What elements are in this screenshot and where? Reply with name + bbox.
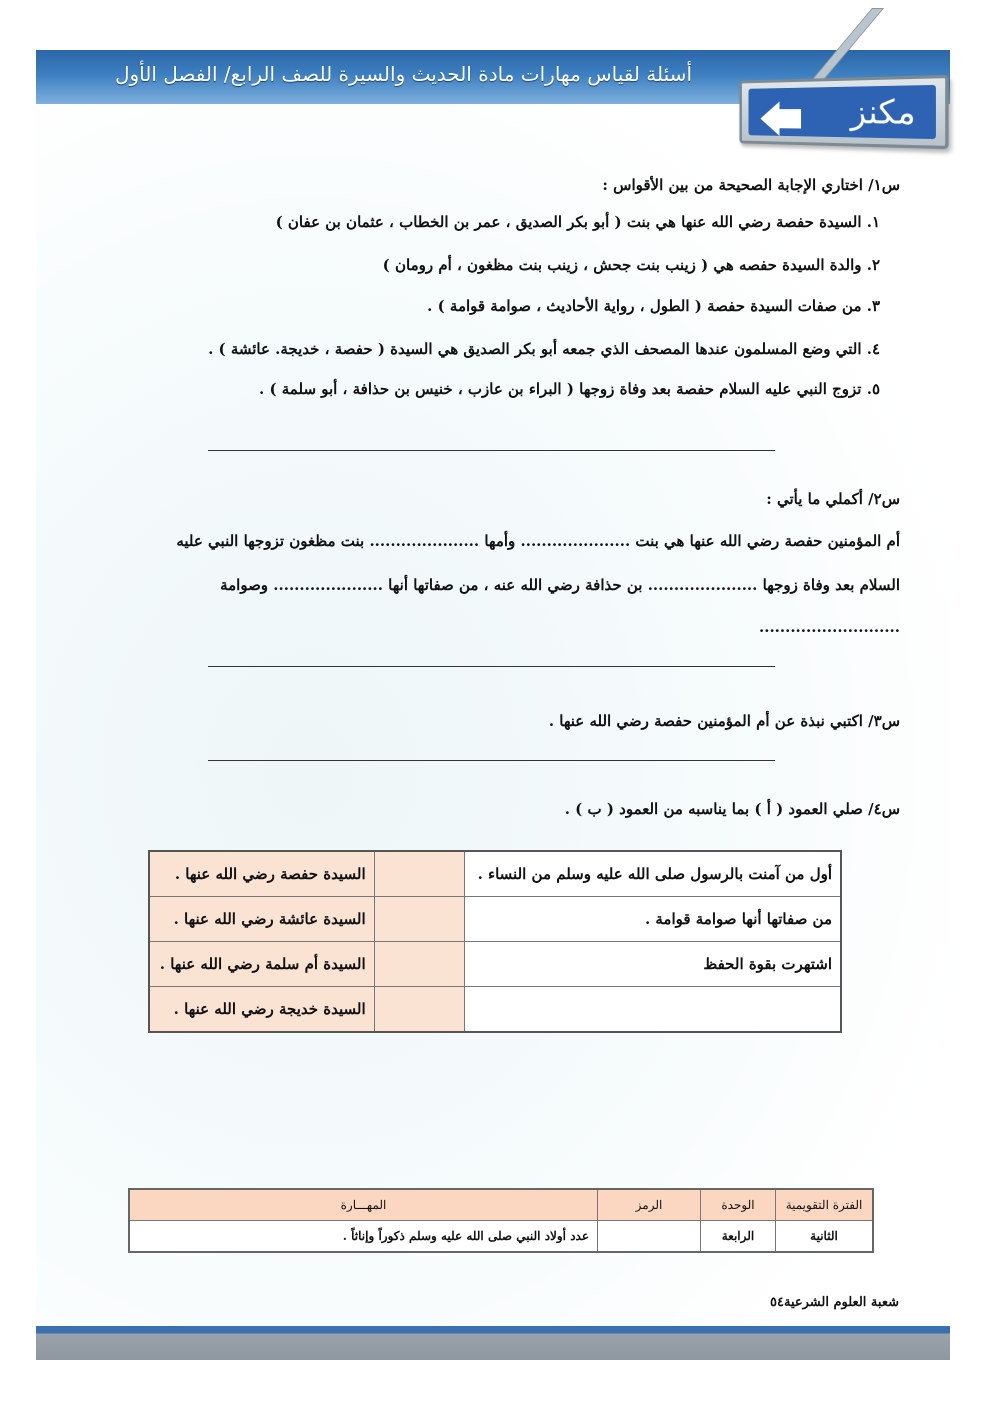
q4-title: س٤/ صلي العمود ( أ ) بما يناسبه من العمود ( ب ) . <box>564 800 900 818</box>
answer-cell[interactable] <box>374 897 464 942</box>
column-a-cell <box>464 987 841 1033</box>
q2-line-3: ........................... <box>759 618 900 636</box>
answer-line-q3 <box>208 760 775 761</box>
column-a-cell: أول من آمنت بالرسول صلى الله عليه وسلم من النساء . <box>464 851 841 897</box>
skill-table <box>128 1188 874 1253</box>
header-code: الرمز <box>598 1189 701 1221</box>
footer-text: شعبة العلوم الشرعية٥٤ <box>770 1295 899 1310</box>
header-skill: المهـــارة <box>129 1189 598 1221</box>
logo-text: مكنز <box>850 91 916 133</box>
q1-item-3: ٣. من صفات السيدة حفصة ( الطول ، رواية الأحاديث ، صوامة قوامة ) . <box>427 297 880 315</box>
table-row <box>149 987 841 1033</box>
page-background <box>36 50 950 1360</box>
cell-code <box>598 1221 701 1253</box>
cell-period: الثانية <box>776 1221 874 1253</box>
table-row <box>149 897 841 942</box>
logo-sign <box>728 8 950 148</box>
table-row <box>149 851 841 897</box>
column-b-cell: السيدة عائشة رضي الله عنها . <box>149 897 374 942</box>
matching-table <box>148 850 842 1033</box>
column-b-cell: السيدة أم سلمة رضي الله عنها . <box>149 942 374 987</box>
sign-inner <box>749 85 936 139</box>
header-period: الفترة التقويمية <box>776 1189 874 1221</box>
separator-line-2 <box>208 666 775 667</box>
footer-bar <box>36 1326 950 1360</box>
answer-cell[interactable] <box>374 987 464 1033</box>
q2-line-2: السلام بعد وفاة زوجها ..................... بن حذافة رضي الله عنه ، من صفاتها أنها ..................... وصوامة <box>220 576 900 594</box>
cell-unit: الرابعة <box>701 1221 776 1253</box>
q2-line-1: أم المؤمنين حفصة رضي الله عنها هي بنت ..................... وأمها ..................... بنت مظغون تزوجها النبي عليه <box>176 532 900 550</box>
cell-skill: عدد أولاد النبي صلى الله عليه وسلم ذكوراً وإناثاً . <box>129 1221 598 1253</box>
q3-title: س٣/ اكتبي نبذة عن أم المؤمنين حفصة رضي الله عنها . <box>548 712 900 730</box>
column-b-cell: السيدة خديجة رضي الله عنها . <box>149 987 374 1033</box>
header-unit: الوحدة <box>701 1189 776 1221</box>
arrow-tail <box>778 109 801 128</box>
q2-title: س٢/ أكملي ما يأتي : <box>766 490 900 508</box>
arrow-left-icon <box>760 102 779 136</box>
column-a-cell: من صفاتها أنها صوامة قوامة . <box>464 897 841 942</box>
answer-cell[interactable] <box>374 851 464 897</box>
table-row <box>149 942 841 987</box>
q1-item-1: ١. السيدة حفصة رضي الله عنها هي بنت ( أبو بكر الصديق ، عمر بن الخطاب ، عثمان بن عفان ) <box>275 213 880 231</box>
q1-title: س١/ اختاري الإجابة الصحيحة من بين الأقواس : <box>602 176 900 194</box>
column-b-cell: السيدة حفصة رضي الله عنها . <box>149 851 374 897</box>
q1-item-5: ٥. تزوج النبي عليه السلام حفصة بعد وفاة زوجها ( البراء بن عازب ، خنيس بن حذافة ، أبو سلمة ) . <box>259 380 880 398</box>
skill-row <box>129 1221 873 1253</box>
column-a-cell: اشتهرت بقوة الحفظ <box>464 942 841 987</box>
separator-line-1 <box>208 450 775 451</box>
q1-item-2: ٢. والدة السيدة حفصه هي ( زينب بنت جحش ، زينب بنت مظغون ، أم رومان ) <box>382 256 880 274</box>
header-title: أسئلة لقياس مهارات مادة الحديث والسيرة للصف الرابع/ الفصل الأول <box>114 62 692 86</box>
answer-cell[interactable] <box>374 942 464 987</box>
sign-board <box>739 75 948 149</box>
skill-header-row <box>129 1189 873 1221</box>
q1-item-4: ٤. التي وضع المسلمون عندها المصحف الذي جمعه أبو بكر الصديق هي السيدة ( حفصة ، خديجة. عائشة ) . <box>208 340 880 358</box>
